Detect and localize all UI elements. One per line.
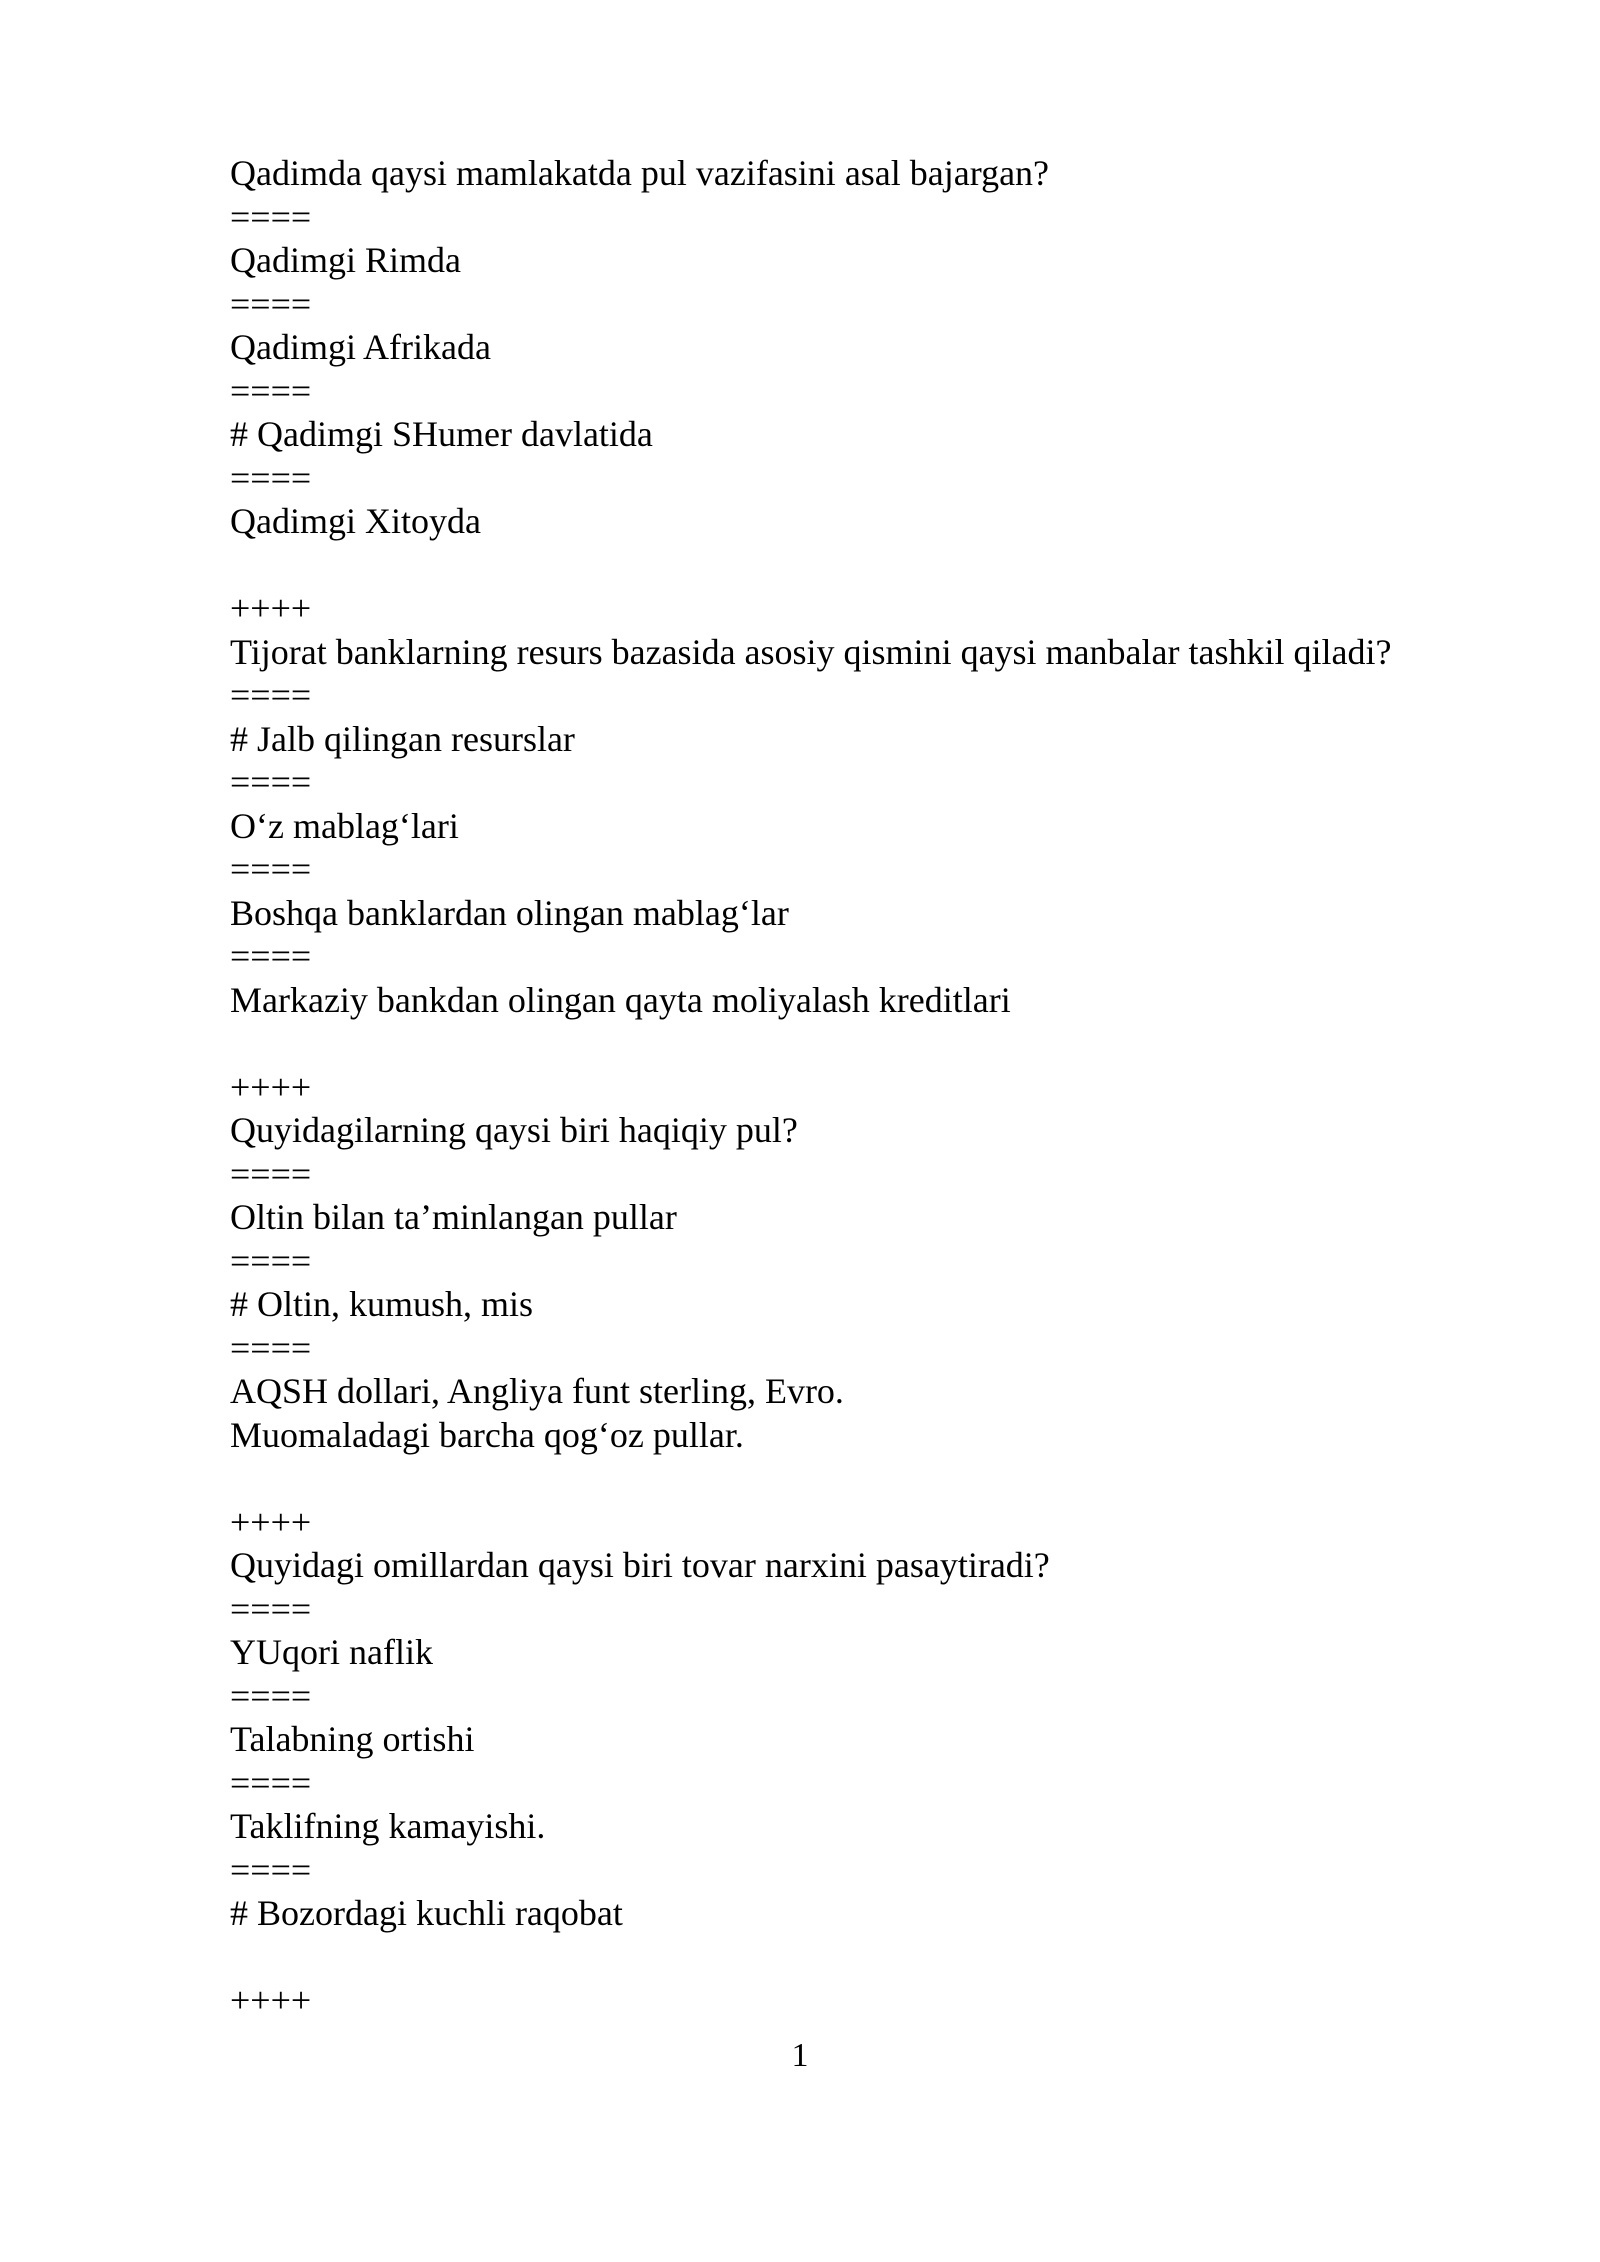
answer-option: AQSH dollari, Angliya funt sterling, Evro. bbox=[230, 1371, 844, 1411]
option-separator: ==== bbox=[230, 370, 312, 411]
answer-option: YUqori naflik bbox=[230, 1632, 433, 1672]
correct-answer-option: # Bozordagi kuchli raqobat bbox=[230, 1893, 623, 1933]
answer-option: Boshqa banklardan olingan mablag‘lar bbox=[230, 892, 789, 933]
answer-option: Qadimgi Rimda bbox=[230, 240, 461, 280]
question-separator: ++++ bbox=[230, 1066, 312, 1107]
blank-line bbox=[230, 1457, 1530, 1501]
option-separator: ==== bbox=[230, 1588, 312, 1629]
question-4: Quyidagi omillardan qaysi biri tovar narxini pasaytiradi? bbox=[230, 1545, 1050, 1585]
option-separator: ==== bbox=[230, 457, 312, 498]
question-separator: ++++ bbox=[230, 1501, 312, 1542]
answer-option: Markaziy bankdan olingan qayta moliyalash kreditlari bbox=[230, 979, 1011, 1020]
answer-option: O‘z mablag‘lari bbox=[230, 805, 459, 846]
correct-answer-option: # Jalb qilingan resurslar bbox=[230, 718, 575, 759]
question-separator: ++++ bbox=[230, 588, 312, 628]
correct-answer-option: # Oltin, kumush, mis bbox=[230, 1284, 534, 1324]
option-separator: ==== bbox=[230, 196, 312, 237]
document-body bbox=[230, 152, 1530, 2023]
question-3: Quyidagilarning qaysi biri haqiqiy pul? bbox=[230, 1110, 798, 1150]
answer-option: Taklifning kamayishi. bbox=[230, 1806, 546, 1846]
option-separator: ==== bbox=[230, 1849, 312, 1890]
answer-option: Qadimgi Xitoyda bbox=[230, 501, 481, 541]
option-separator: ==== bbox=[230, 675, 312, 715]
answer-option: Muomaladagi barcha qog‘oz pullar. bbox=[230, 1414, 744, 1455]
blank-line bbox=[230, 1936, 1530, 1980]
answer-option: Qadimgi Afrikada bbox=[230, 327, 491, 367]
question-1: Qadimda qaysi mamlakatda pul vazifasini asal bajargan? bbox=[230, 153, 1050, 193]
page-number: 1 bbox=[791, 2037, 809, 2074]
option-separator: ==== bbox=[230, 936, 312, 976]
answer-option: Talabning ortishi bbox=[230, 1719, 475, 1759]
option-separator: ==== bbox=[230, 1327, 312, 1368]
option-separator: ==== bbox=[230, 1762, 312, 1803]
blank-line bbox=[230, 544, 1530, 588]
question-2: Tijorat banklarning resurs bazasida asosiy qismini qaysi manbalar tashkil qiladi? bbox=[230, 631, 1392, 672]
option-separator: ==== bbox=[230, 849, 312, 889]
option-separator: ==== bbox=[230, 1240, 312, 1281]
option-separator: ==== bbox=[230, 1675, 312, 1716]
answer-option: Oltin bilan ta’minlangan pullar bbox=[230, 1197, 677, 1237]
correct-answer-option: # Qadimgi SHumer davlatida bbox=[230, 414, 653, 454]
blank-line bbox=[230, 1022, 1530, 1066]
question-separator: ++++ bbox=[230, 1980, 312, 2020]
option-separator: ==== bbox=[230, 1153, 312, 1194]
option-separator: ==== bbox=[230, 762, 312, 802]
option-separator: ==== bbox=[230, 283, 312, 324]
